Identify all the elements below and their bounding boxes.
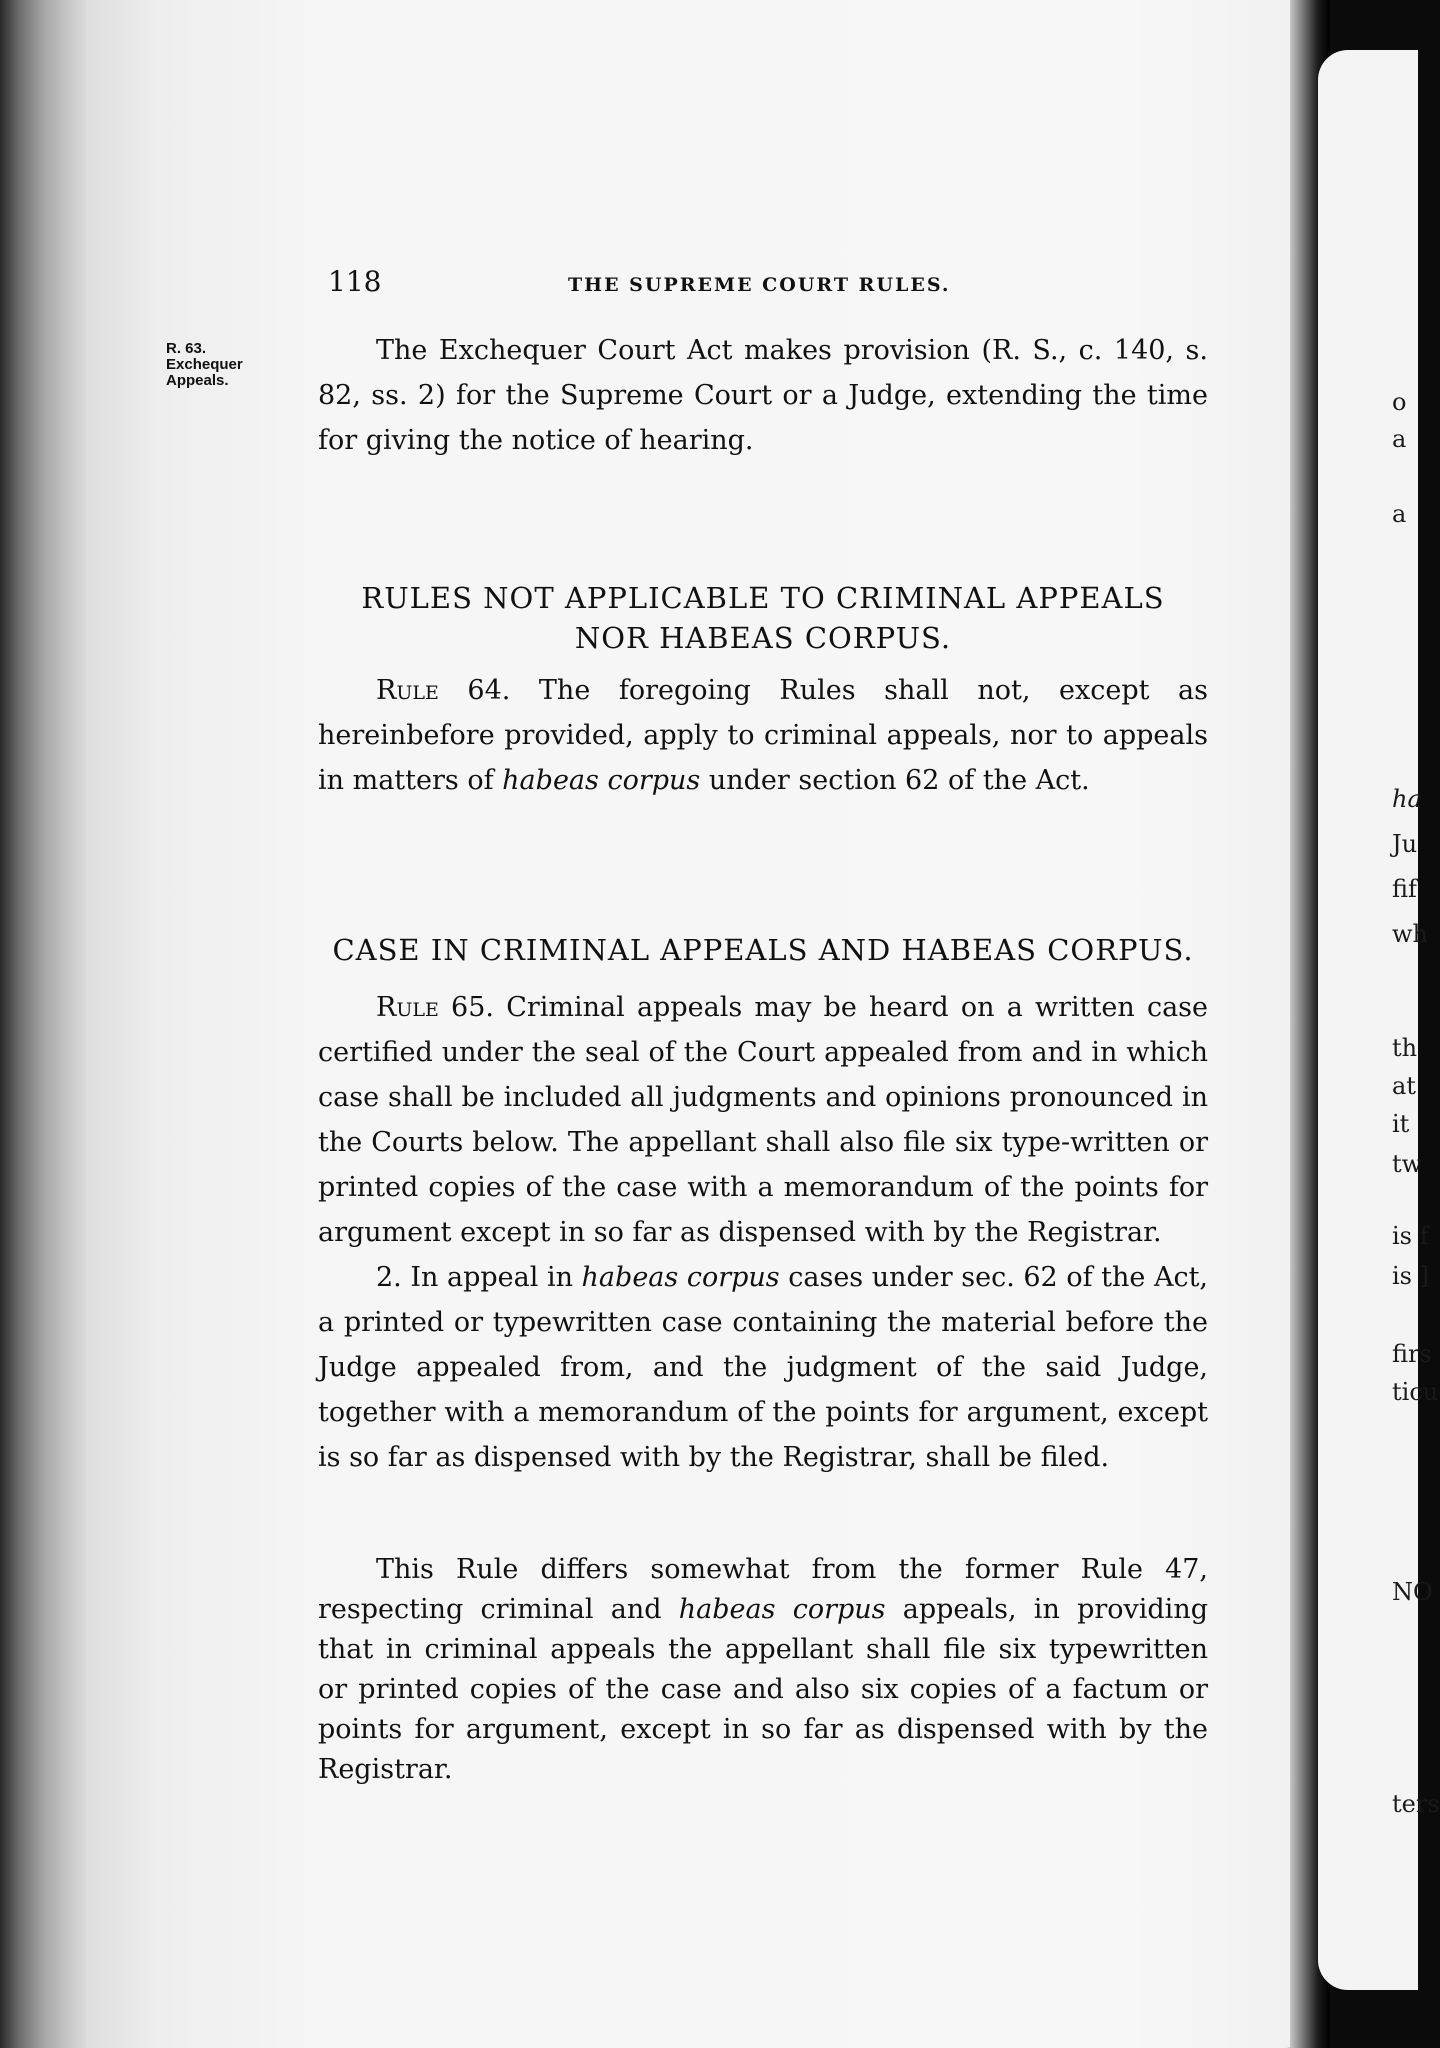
page-number: 118 <box>328 265 382 298</box>
rule-65-text: Criminal appeals may be heard on a written case certified under the seal of the Court appealed from and in which case shall be included all judgments and opinions pronounced in the Courts below. The appellant shall also file six type-written or printed copies of the case with a memorandum of the points for argument except in so far as dispensed with by the Registrar. <box>318 992 1209 1248</box>
facing-page-fragment: th <box>1392 1034 1418 1062</box>
facing-page-fragment: firs <box>1392 1340 1432 1368</box>
facing-page-fragment: ters <box>1392 1790 1440 1818</box>
exchequer-paragraph <box>318 328 1208 463</box>
section-heading-line1: RULES NOT APPLICABLE TO CRIMINAL APPEALS <box>361 581 1165 615</box>
subsection-2-text-b: cases under sec. 62 of the Act, a printed or typewritten case containing the material before the Judge appealed from, and the judgment of the said Judge, together with a memorandum of the points for argument, except is so far as dispensed with by the Registrar, shall be filed. <box>318 1262 1209 1473</box>
facing-page-fragment: at <box>1392 1072 1416 1100</box>
rule-65 <box>318 985 1208 1480</box>
facing-page-fragment: a <box>1392 425 1407 453</box>
rule-64-text-a: The foregoing Rules shall not, except as hereinbefore provided, apply to criminal appeals, nor to appeals in matters of <box>318 675 1208 796</box>
rule-64-label: Rule 64. <box>376 675 511 706</box>
facing-page-fragment: ha <box>1392 785 1422 813</box>
note-paragraph <box>318 1550 1208 1790</box>
facing-page-fragment: a <box>1392 500 1407 528</box>
facing-page <box>1318 50 1418 1990</box>
facing-page-fragment: NO <box>1392 1578 1433 1606</box>
section-heading-line2: NOR HABEAS CORPUS. <box>574 621 952 655</box>
margin-note-subject-cont: Appeals. <box>166 372 229 389</box>
facing-page-fragment: tw <box>1392 1150 1423 1178</box>
facing-page-fragment: Ju <box>1392 830 1418 858</box>
running-head-title: THE SUPREME COURT RULES. <box>568 274 951 296</box>
subsection-2-italic: habeas corpus <box>581 1262 780 1293</box>
rule-64-italic: habeas corpus <box>502 765 701 796</box>
rule-65-paragraph <box>318 985 1208 1255</box>
rule-65-label: Rule 65. <box>376 992 494 1023</box>
facing-page-fragment: ticu <box>1392 1378 1439 1406</box>
book-left-edge <box>0 0 100 2048</box>
rule-64 <box>318 668 1208 803</box>
section-heading-rule-65 <box>318 930 1208 970</box>
margin-note-subject: Exchequer <box>166 356 243 373</box>
section-heading-case: CASE IN CRIMINAL APPEALS AND HABEAS CORPUS. <box>332 933 1194 967</box>
rule-64-paragraph <box>318 668 1208 803</box>
facing-page-fragment: o <box>1392 388 1407 416</box>
rule-65-note <box>318 1550 1208 1790</box>
margin-note <box>166 341 306 389</box>
note-text-b: appeals, in providing that in criminal appeals the appellant shall file six typewritten or printed copies of the case and also six copies of a factum or points for argument, except in so far as dispensed with by the Registrar. <box>318 1594 1208 1785</box>
facing-page-fragment: is ] <box>1392 1262 1429 1290</box>
section-heading-rule-64 <box>318 578 1208 658</box>
facing-page-fragment: is f <box>1392 1222 1429 1250</box>
exchequer-text: The Exchequer Court Act makes provision (R. S., c. 140, s. 82, ss. 2) for the Supreme Court or a Judge, extending the time for giving the notice of hearing. <box>318 335 1208 456</box>
facing-page-fragment: fif <box>1392 875 1417 903</box>
margin-note-rule: R. 63. <box>166 340 207 357</box>
note-text-a: This Rule differs somewhat from the former Rule 47, respecting criminal and <box>318 1554 1208 1625</box>
subsection-2-text-a: 2. In appeal in <box>376 1262 582 1293</box>
facing-page-fragment: it <box>1392 1110 1410 1138</box>
note-italic: habeas corpus <box>678 1594 886 1625</box>
rule-64-text-b: under section 62 of the Act. <box>700 765 1090 796</box>
facing-page-fragment: wh <box>1392 920 1428 948</box>
rule-65-subsection-2 <box>318 1255 1208 1480</box>
